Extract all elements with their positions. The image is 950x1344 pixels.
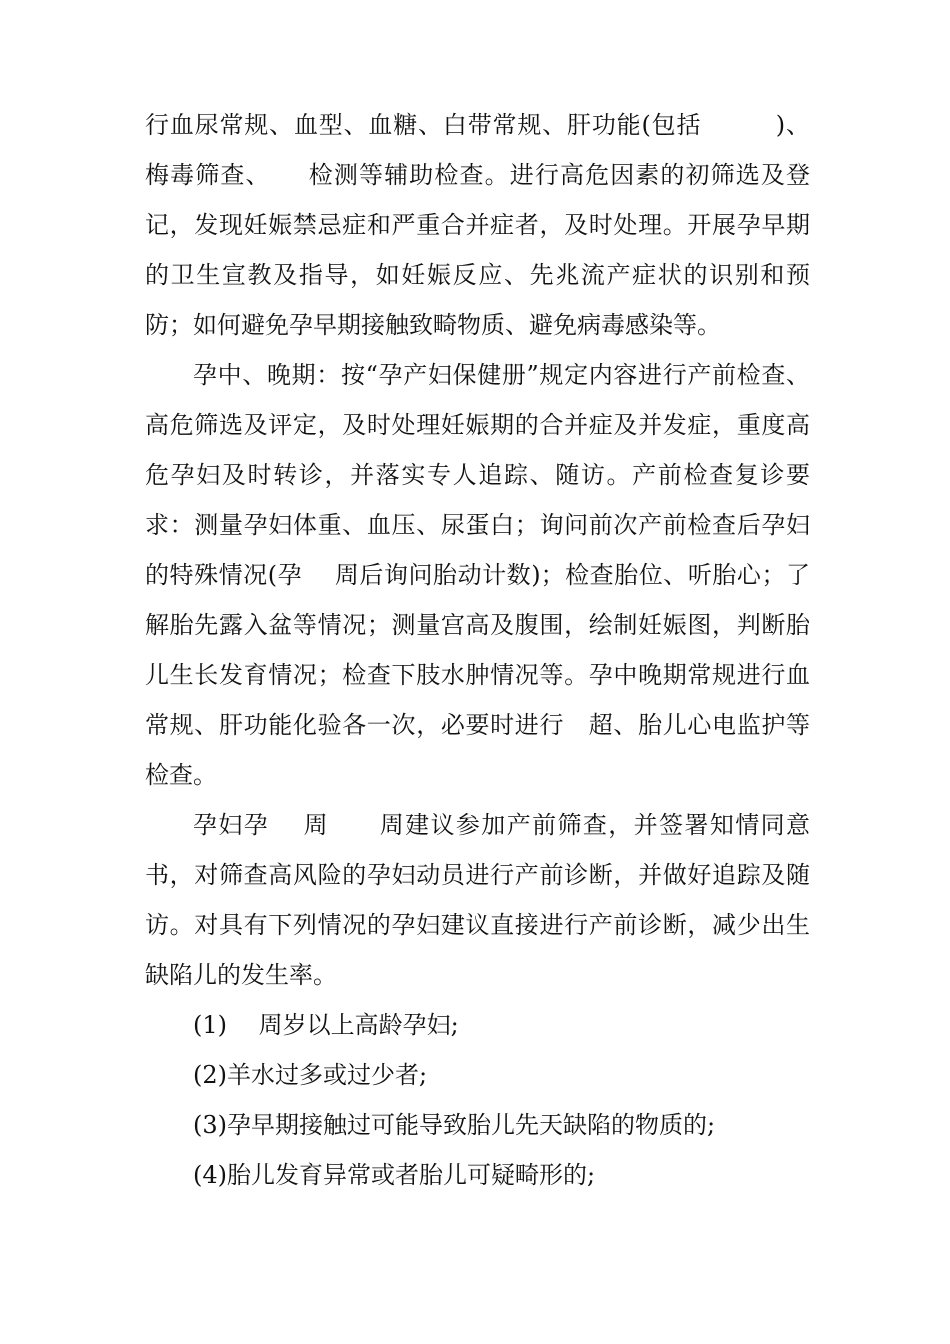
list-item-1: (1) 周岁以上高龄孕妇; (193, 1011, 459, 1039)
paragraph-mid-late-pregnancy: 孕中、晚期：按“孕产妇保健册”规定内容进行产前检查、高危筛选及评定，及时处理妊娠期的合并症及并发症，重度高危孕妇及时转诊，并落实专人追踪、随访。产前检查复诊要求：测量孕妇体重、血压、尿蛋白；询问前次产前检查后孕妇的特殊情况(孕 周后询问胎动计数)；检查胎位、听胎心；了解胎先露入盆等情况；测量宫高及腹围，绘制妊娠图，判断胎儿生长发育情况；检查下肢水肿情况等。孕中晚期常规进行血常规、肝功能化验各一次，必要时进行 超、胎儿心电监护等检查。 (145, 361, 810, 789)
document-body (145, 100, 810, 1200)
paragraph-prenatal-screening: 孕妇孕 周 周建议参加产前筛查，并签署知情同意书，对筛查高风险的孕妇动员进行产前诊断，并做好追踪及随访。对具有下列情况的孕妇建议直接进行产前诊断，减少出生缺陷儿的发生率。 (145, 811, 810, 989)
list-item-2: (2)羊水过多或过少者; (193, 1061, 428, 1089)
paragraph-prenatal-early-tests: 行血尿常规、血型、血糖、白带常规、肝功能(包括 )、梅毒筛查、 检测等辅助检查。进行高危因素的初筛选及登记，发现妊娠禁忌症和严重合并症者，及时处理。开展孕早期的卫生宣教及指导，如妊娠反应、先兆流产症状的识别和预防；如何避免孕早期接触致畸物质、避免病毒感染等。 (145, 111, 810, 339)
list-item-3: (3)孕早期接触过可能导致胎儿先天缺陷的物质的; (193, 1111, 716, 1139)
list-item-4: (4)胎儿发育异常或者胎儿可疑畸形的; (193, 1161, 596, 1189)
